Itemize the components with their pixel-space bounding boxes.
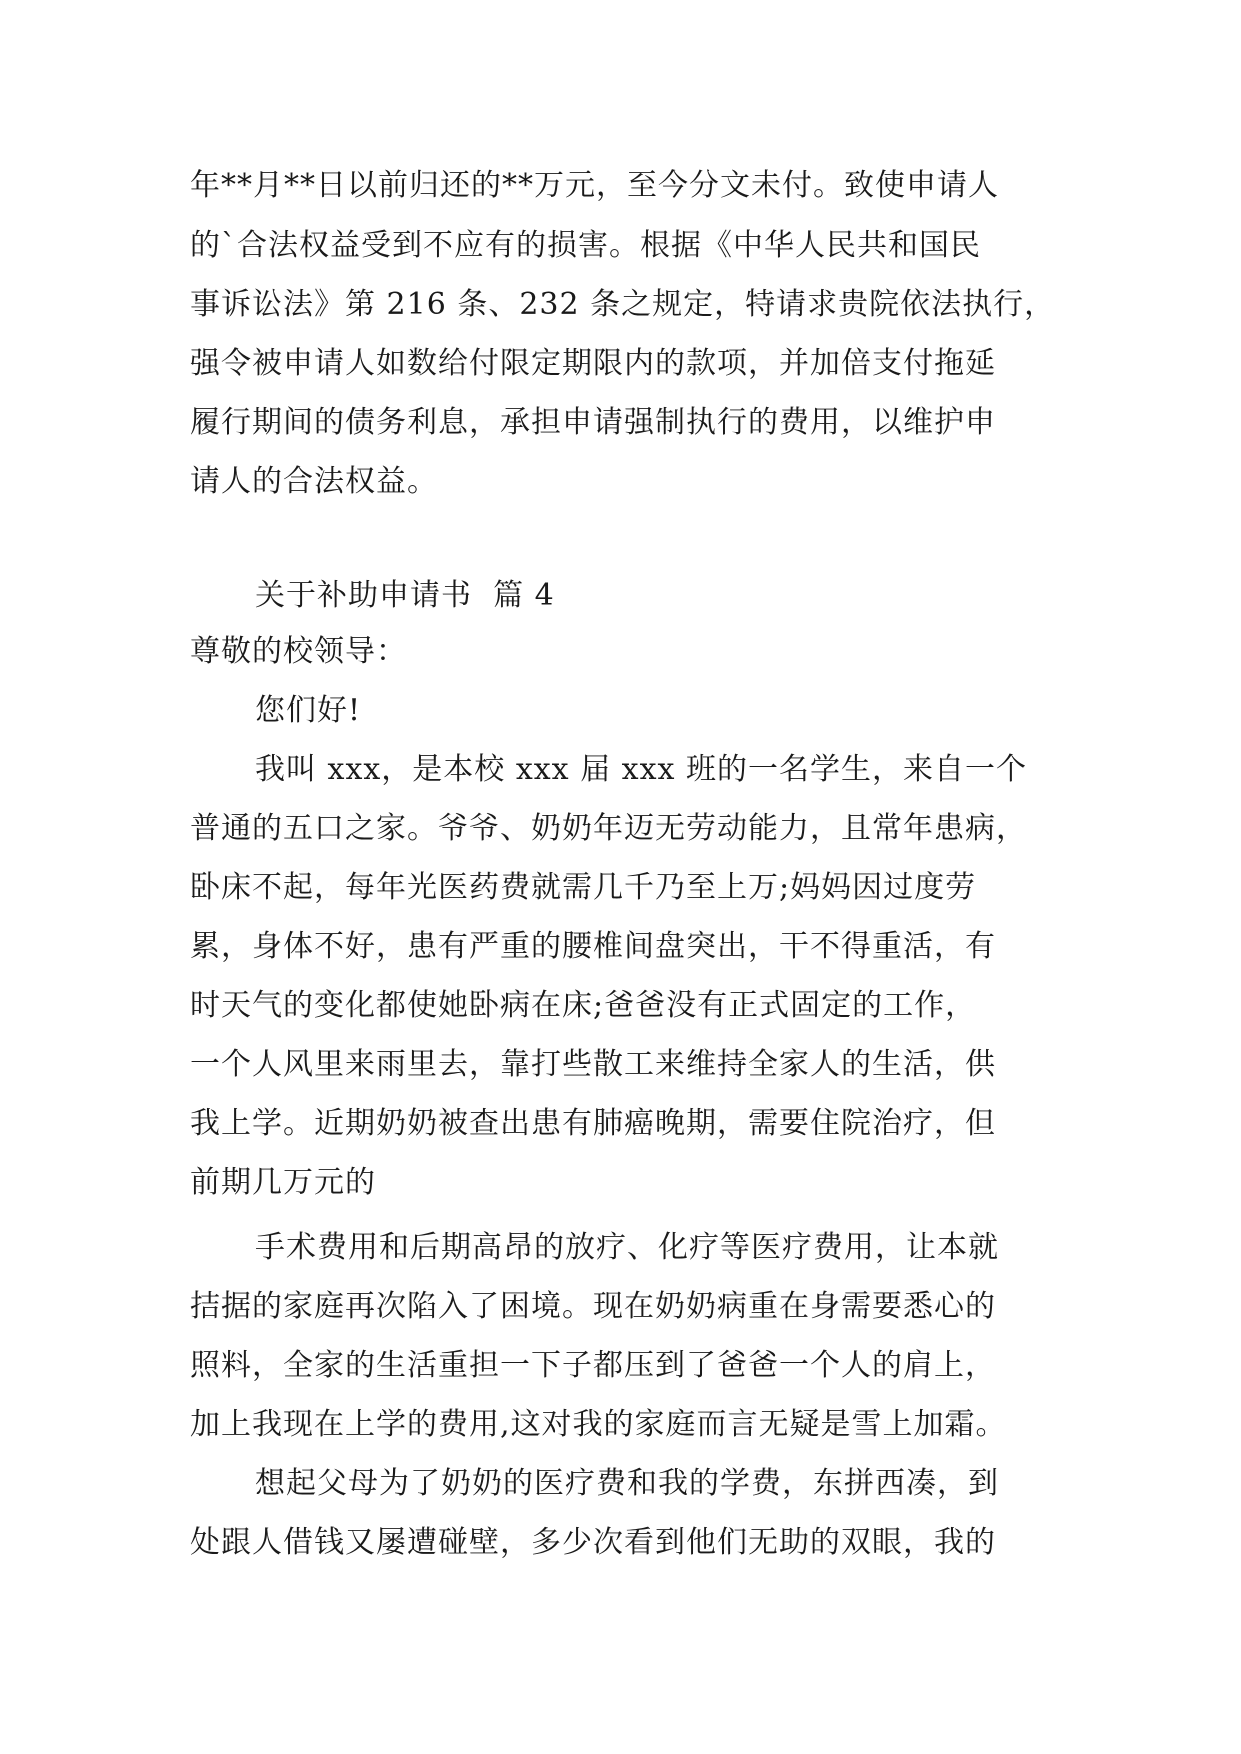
section-heading: 关于补助申请书 篇 4 xyxy=(255,578,555,613)
salutation: 尊敬的校领导： xyxy=(190,634,407,669)
text-line: 的`合法权益受到不应有的损害。根据《中华人民共和国民 xyxy=(190,228,981,263)
text-line: 我上学。近期奶奶被查出患有肺癌晚期，需要住院治疗，但 xyxy=(190,1106,996,1141)
text-line: 拮据的家庭再次陷入了困境。现在奶奶病重在身需要悉心的 xyxy=(190,1289,996,1324)
text-line: 手术费用和后期高昂的放疗、化疗等医疗费用，让本就 xyxy=(255,1230,999,1265)
text-line: 我叫 xxx，是本校 xxx 届 xxx 班的一名学生，来自一个 xyxy=(255,752,1027,787)
text-line: 照料，全家的生活重担一下子都压到了爸爸一个人的肩上， xyxy=(190,1348,996,1383)
text-line: 加上我现在上学的费用,这对我的家庭而言无疑是雪上加霜。 xyxy=(190,1407,1007,1442)
text-line: 处跟人借钱又屡遭碰壁，多少次看到他们无助的双眼，我的 xyxy=(190,1525,996,1560)
text-line: 普通的五口之家。爷爷、奶奶年迈无劳动能力，且常年患病， xyxy=(190,811,1027,846)
text-line: 事诉讼法》第 216 条、232 条之规定，特请求贵院依法执行， xyxy=(190,287,1056,322)
text-line: 想起父母为了奶奶的医疗费和我的学费，东拼西凑，到 xyxy=(255,1466,999,1501)
greeting: 您们好! xyxy=(255,693,362,728)
text-line: 时天气的变化都使她卧病在床;爸爸没有正式固定的工作， xyxy=(190,988,977,1023)
text-line: 一个人风里来雨里去，靠打些散工来维持全家人的生活，供 xyxy=(190,1047,996,1082)
text-line: 年**月**日以前归还的**万元，至今分文未付。致使申请人 xyxy=(190,168,999,203)
text-line: 卧床不起，每年光医药费就需几千乃至上万;妈妈因过度劳 xyxy=(190,870,977,905)
text-line: 履行期间的债务利息，承担申请强制执行的费用，以维护申 xyxy=(190,405,996,440)
text-line: 强令被申请人如数给付限定期限内的款项，并加倍支付拖延 xyxy=(190,346,996,381)
text-line: 前期几万元的 xyxy=(190,1165,376,1200)
text-line: 累，身体不好，患有严重的腰椎间盘突出，干不得重活，有 xyxy=(190,929,996,964)
text-line: 请人的合法权益。 xyxy=(190,464,438,499)
